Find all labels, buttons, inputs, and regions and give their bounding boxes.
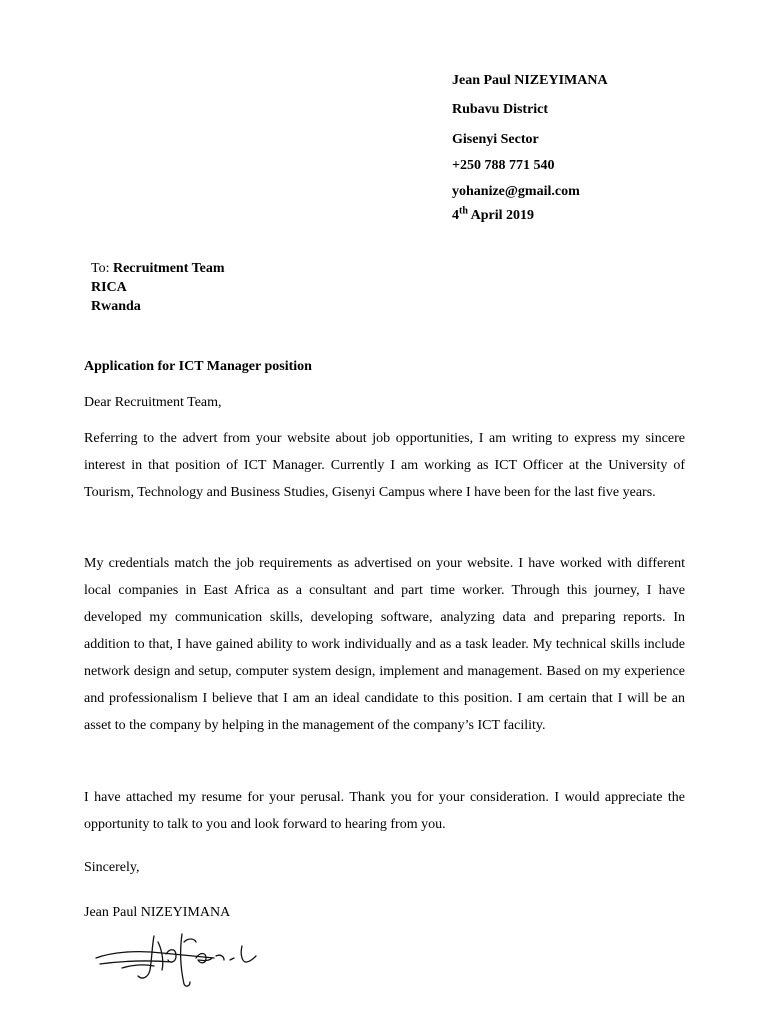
recipient-org: RICA [91, 280, 127, 295]
date-suffix: th [459, 205, 468, 217]
recipient-team: Recruitment Team [112, 261, 225, 276]
date-day: 4 [452, 208, 459, 223]
signer-name: Jean Paul NIZEYIMANA [84, 905, 231, 920]
letter-subject: Application for ICT Manager position [84, 359, 312, 374]
recipient-country: Rwanda [91, 299, 141, 314]
to-label: To: [91, 261, 113, 276]
sender-sector: Gisenyi Sector [452, 132, 539, 147]
salutation: Dear Recruitment Team, [84, 395, 222, 410]
sender-email: yohanize@gmail.com [452, 184, 580, 199]
closing: Sincerely, [84, 860, 140, 875]
sender-phone: +250 788 771 540 [452, 158, 555, 173]
sender-name: Jean Paul NIZEYIMANA [452, 73, 608, 88]
date-month-year: April 2019 [467, 208, 535, 223]
recipient-line-1 [91, 261, 225, 277]
sender-district: Rubavu District [452, 102, 549, 117]
body-paragraph-2: My credentials match the job requirements as advertised on your website. I have worked with different local companies in East Africa as a consultant and part time worker. Through this journey, I have developed my communication skills, developing software, analyzing data and preparing reports. In addition to that, I have gained ability to work individually and as a task leader. My technical skills include network design and setup, computer system design, implement and management. Based on my experience and professionalism I believe that I am an ideal candidate to this position. I am certain that I will be an asset to the company by helping in the management of the company’s ICT facility. [84, 556, 685, 733]
handwritten-signature-icon [92, 928, 262, 990]
body-paragraph-3: I have attached my resume for your perusal. Thank you for your consideration. I would appreciate the opportunity to talk to you and look forward to hearing from you. [84, 790, 685, 832]
body-paragraph-1: Referring to the advert from your website about job opportunities, I am writing to express my sincere interest in that position of ICT Manager. Currently I am working as ICT Officer at the University of Tourism, Technology and Business Studies, Gisenyi Campus where I have been for the last five years. [84, 431, 685, 500]
letter-date [452, 205, 535, 224]
